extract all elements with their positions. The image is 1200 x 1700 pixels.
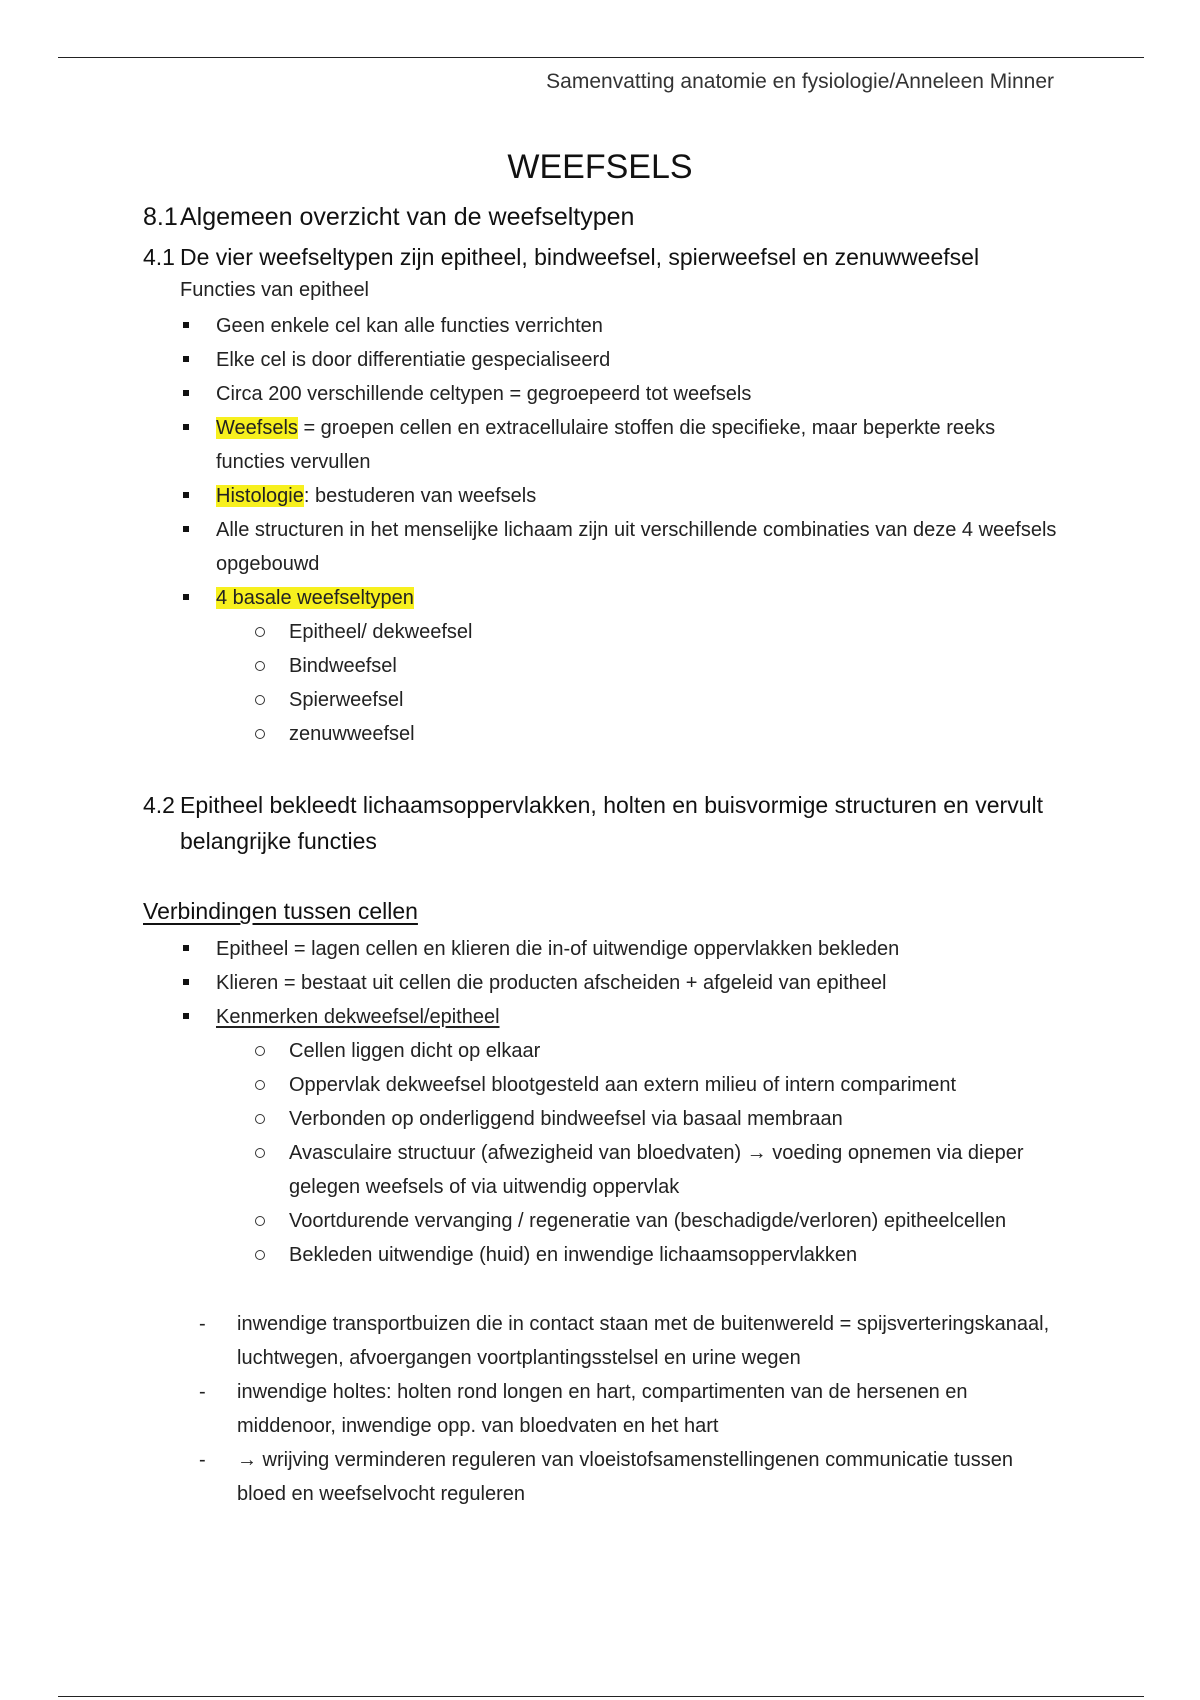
list-item: Histologie: bestuderen van weefsels xyxy=(0,479,1060,513)
document-title: WEEFSELS xyxy=(507,148,693,186)
running-head: Samenvatting anatomie en fysiologie/Anneleen Minner xyxy=(546,70,1054,93)
section-heading-4-1 xyxy=(143,239,1073,275)
list-item: Epitheel/ dekweefsel xyxy=(0,615,1060,649)
section-number: 4.2 xyxy=(143,792,175,818)
list-item: Verbonden op onderliggend bindweefsel via basaal membraan xyxy=(0,1102,1060,1136)
list-item: Klieren = bestaat uit cellen die producten afscheiden + afgeleid van epitheel xyxy=(0,966,1060,1000)
list-item: Bindweefsel xyxy=(0,649,1060,683)
list-item: Weefsels = groepen cellen en extracellulaire stoffen die specifieke, maar beperkte reeks functies vervullen xyxy=(0,411,1060,479)
list-item: Oppervlak dekweefsel blootgesteld aan extern milieu of intern compariment xyxy=(0,1068,1060,1102)
traits-list xyxy=(0,1034,1060,1272)
section-title: Epitheel bekleedt lichaamsoppervlakken, holten en buisvormige structuren en vervult belangrijke functies xyxy=(180,792,1043,854)
connections-list xyxy=(0,932,1060,1272)
list-item: Geen enkele cel kan alle functies verrichten xyxy=(0,309,1060,343)
list-item: Circa 200 verschillende celtypen = gegroepeerd tot weefsels xyxy=(0,377,1060,411)
underlined-term: Kenmerken dekweefsel/epitheel xyxy=(216,1006,500,1028)
connections-heading: Verbindingen tussen cellen xyxy=(143,898,418,924)
section-heading-4-2 xyxy=(143,787,1073,859)
list-item xyxy=(0,1000,1060,1272)
section-heading-8-1 xyxy=(143,203,634,232)
list-item: Epitheel = lagen cellen en klieren die in-of uitwendige oppervlakken bekleden xyxy=(0,932,1060,966)
section-number: 4.1 xyxy=(143,244,175,270)
header-rule xyxy=(58,57,1144,58)
list-item: Spierweefsel xyxy=(0,683,1060,717)
list-item xyxy=(0,581,1060,751)
list-item: Avasculaire structuur (afwezigheid van bloedvaten) → voeding opnemen via dieper gelegen weefsels of via uitwendig oppervlak xyxy=(0,1136,1060,1204)
section-number: 8.1 xyxy=(143,203,178,231)
list-item: zenuwweefsel xyxy=(0,717,1060,751)
list-item: Alle structuren in het menselijke lichaam zijn uit verschillende combinaties van deze 4 weefsels opgebouwd xyxy=(0,513,1060,581)
tissue-type-list xyxy=(0,615,1060,751)
highlighted-term: Histologie xyxy=(216,485,304,507)
functions-heading: Functies van epitheel xyxy=(180,279,370,301)
list-item: Bekleden uitwendige (huid) en inwendige lichaamsoppervlakken xyxy=(0,1238,1060,1272)
section-title: Algemeen overzicht van de weefseltypen xyxy=(180,203,635,231)
dash-list xyxy=(0,1307,1060,1511)
epitheel-function-list xyxy=(0,309,1060,751)
footer-rule xyxy=(58,1696,1144,1697)
highlighted-term: Weefsels xyxy=(216,417,298,439)
list-item: - inwendige holtes: holten rond longen en hart, compartimenten van de hersenen en middenoor, inwendige opp. van bloedvaten en het hart xyxy=(0,1375,1060,1443)
list-item: Cellen liggen dicht op elkaar xyxy=(0,1034,1060,1068)
list-item: Voortdurende vervanging / regeneratie van (beschadigde/verloren) epitheelcellen xyxy=(0,1204,1060,1238)
highlighted-term: 4 basale weefseltypen xyxy=(216,587,414,609)
section-title: De vier weefseltypen zijn epitheel, bindweefsel, spierweefsel en zenuwweefsel xyxy=(180,244,980,270)
list-item: - inwendige transportbuizen die in contact staan met de buitenwereld = spijsverteringskanaal, luchtwegen, afvoergangen voortplantingsstelsel en urine wegen xyxy=(0,1307,1060,1375)
list-item: Elke cel is door differentiatie gespecialiseerd xyxy=(0,343,1060,377)
list-item: - → wrijving verminderen reguleren van vloeistofsamenstellingenen communicatie tussen bloed en weefselvocht reguleren xyxy=(0,1443,1060,1511)
